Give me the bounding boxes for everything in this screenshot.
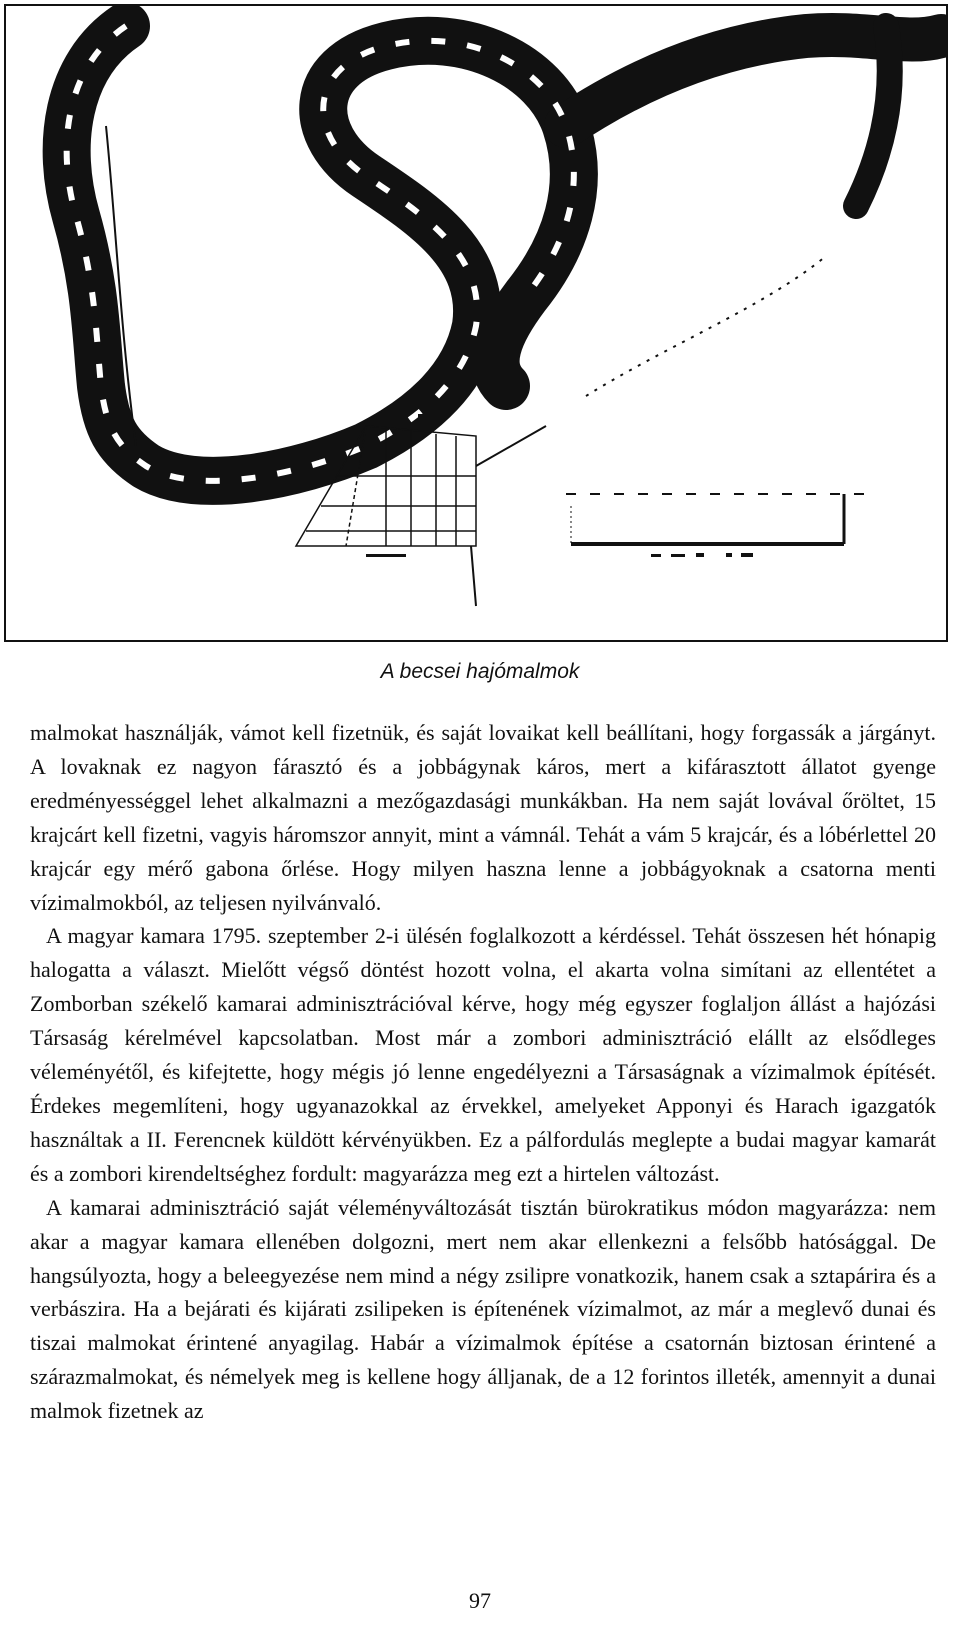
body-text — [30, 716, 936, 1428]
dashed-boundary — [586, 256, 826, 396]
figure-caption: A becsei hajómalmok — [380, 660, 580, 683]
river-map-illustration — [6, 6, 946, 640]
paragraph: A magyar kamara 1795. szeptember 2-i ülésén foglalkozott a kérdéssel. Tehát összesen hét hónapig halogatta a választ. Mielőtt végső döntést hozott volna, el akarta volna simítani az ellentétet a Zomborban székelő kamarai adminisztrációval kérve, hogy még egyszer foglaljon állást a hajózási Társaság kérelmével kapcsolatban. Most már a zombori adminisztráció elállt az elsődleges véleményétől, és kifejtette, hogy mégis jó lenne engedélyezni a Társaságnak a vízimalmok építését. Érdekes megemlíteni, hogy ugyanazokkal az érvekkel, amelyeket Apponyi és Harach igazgatók használtak a II. Ferencnek küldött kérvényükben. Ez a pálfordulás meglepte a budai magyar kamarát és a zombori kirendeltséghez fordult: magyarázza meg ezt a hirtelen változást. — [30, 923, 936, 1186]
paragraph: malmokat használják, vámot kell fizetnük, és saját lovaikat kell beállítani, hogy forgassák a járgányt. A lovaknak ez nagyon fárasztó és a jobbágynak káros, mert a kifárasztott állatot gyenge eredményességgel lehet alkalmazni a mezőgazdasági munkákban. Ha nem saját lovával őröltet, 15 krajcárt kell fizetni, vagyis háromszor annyit, mint a vámnál. Tehát a vám 5 krajcár, és a lóbérlettel 20 krajcár egy mérő gabona őrlése. Hogy milyen haszna lenne a jobbágyoknak a csatorna menti vízimalmokból, az teljesen nyilvánvaló. — [30, 720, 936, 915]
paragraph: A kamarai adminisztráció saját véleményváltozását tisztán bürokratikus módon magyarázza: nem akar a magyar kamara ellenében dolgozni, mert nem akar ellenkezni a felsőbb hatósággal. De hangsúlyozta, hogy a beleegyezése nem mind a négy zsilipre vonatkozik, hanem csak a sztapárira és a verbászira. Ha a bejárati és kijárati zsilipeken is építenének vízimalmot, az már a meglevő dunai és tiszai malmokat érintené anyagilag. Habár a vízimalmok építése a csatornán biztosan érintené a szárazmalmokat, és némelyek meg is kellene hogy álljanak, de a 12 forintos illeték, amennyit a dunai malmok fizetnek az — [30, 1194, 936, 1424]
scale-marks — [651, 553, 753, 557]
road-line — [476, 426, 546, 466]
map-figure — [4, 4, 948, 642]
road-line-south — [471, 546, 476, 606]
page-number: 97 — [469, 1588, 491, 1613]
river-meander — [67, 26, 574, 481]
scale-bar — [566, 494, 866, 544]
